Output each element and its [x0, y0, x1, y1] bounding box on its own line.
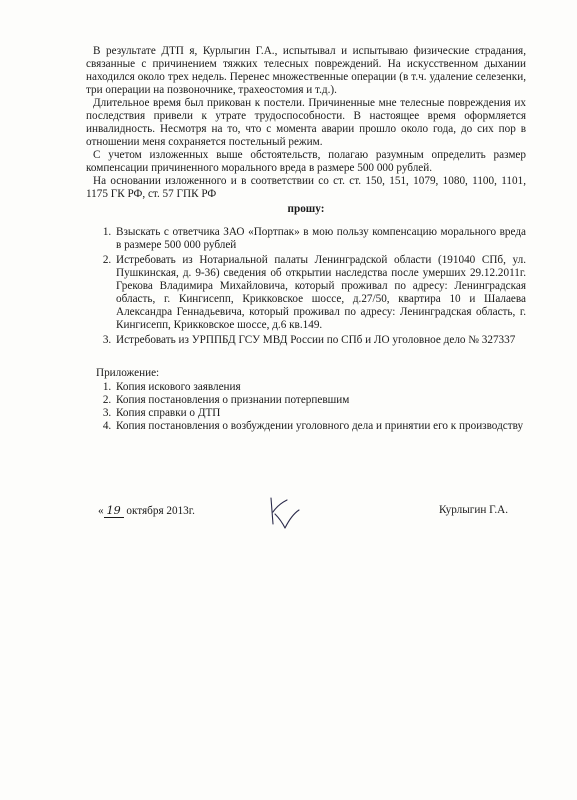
- list-item: 1. Взыскать с ответчика ЗАО «Портпак» в мою пользу компенсацию морального вреда в размере 500 000 рублей: [114, 226, 526, 252]
- request-heading: прошу:: [287, 203, 325, 215]
- list-item: 1. Копия искового заявления: [114, 381, 526, 394]
- appendix-heading: Приложение:: [96, 367, 160, 379]
- paragraph-compensation: С учетом изложенных выше обстоятельств, полагаю разумным определить размер компенсации причиненного морального вреда в размере 500 000 рублей.: [86, 149, 526, 174]
- paragraph-suffering: В результате ДТП я, Курлыгин Г.А., испытывал и испытываю физические страдания, связанные с причинением тяжких телесных повреждений. На искусственном дыхании находился около трех недель. Перенес множественные операции (в т.ч. удаление селезенки, три операции на позвоночнике, трахеостомия и т.д.).: [86, 45, 526, 96]
- paragraph-disability: Длительное время был прикован к постели. Причиненные мне телесные повреждения их последствия привели к утрате трудоспособности. В настоящее время оформляется инвалидность. Несмотря на то, что с момента аварии прошло около года, до сих пор в отношении меня сохраняется постельный режим.: [86, 97, 526, 148]
- list-item: 4. Копия постановления о возбуждении уголовного дела и принятии его к производству: [114, 420, 526, 433]
- date-day-handwritten: 19: [104, 504, 124, 518]
- handwritten-signature: [263, 494, 303, 532]
- signer-name: Курлыгин Г.А.: [439, 504, 508, 516]
- document-body: [86, 45, 526, 433]
- signature-date: [98, 504, 195, 518]
- signature-row: [98, 504, 508, 534]
- list-item: 3. Истребовать из УРППБД ГСУ МВД России по СПб и ЛО уголовное дело № 327337: [114, 334, 526, 347]
- appendix-list: [86, 381, 526, 433]
- date-open-quote: «: [98, 505, 104, 517]
- request-list: [86, 226, 526, 347]
- list-item: 3. Копия справки о ДТП: [114, 407, 526, 420]
- list-item: 2. Копия постановления о признании потерпевшим: [114, 394, 526, 407]
- paragraph-legal-basis: На основании изложенного и в соответствии со ст. ст. 150, 151, 1079, 1080, 1100, 1101, 1175 ГК РФ, ст. 57 ГПК РФ: [86, 175, 526, 200]
- date-month-year: октября 2013г.: [126, 505, 195, 517]
- list-item: 2. Истребовать из Нотариальной палаты Ленинградской области (191040 СПб, ул. Пушкинская, д. 9-36) сведения об открытии наследства после умерших 29.12.2011г. Грекова Владимира Михайловича, который проживал по адресу: Ленинградская область, г. Кингисепп, Крикковское шоссе, д.27/50, квартира 10 и Шалаева Александра Геннадьевича, который проживал по адресу: Ленинградская область, г. Кингисепп, Крикковское шоссе, д.6 кв.149.: [114, 254, 526, 332]
